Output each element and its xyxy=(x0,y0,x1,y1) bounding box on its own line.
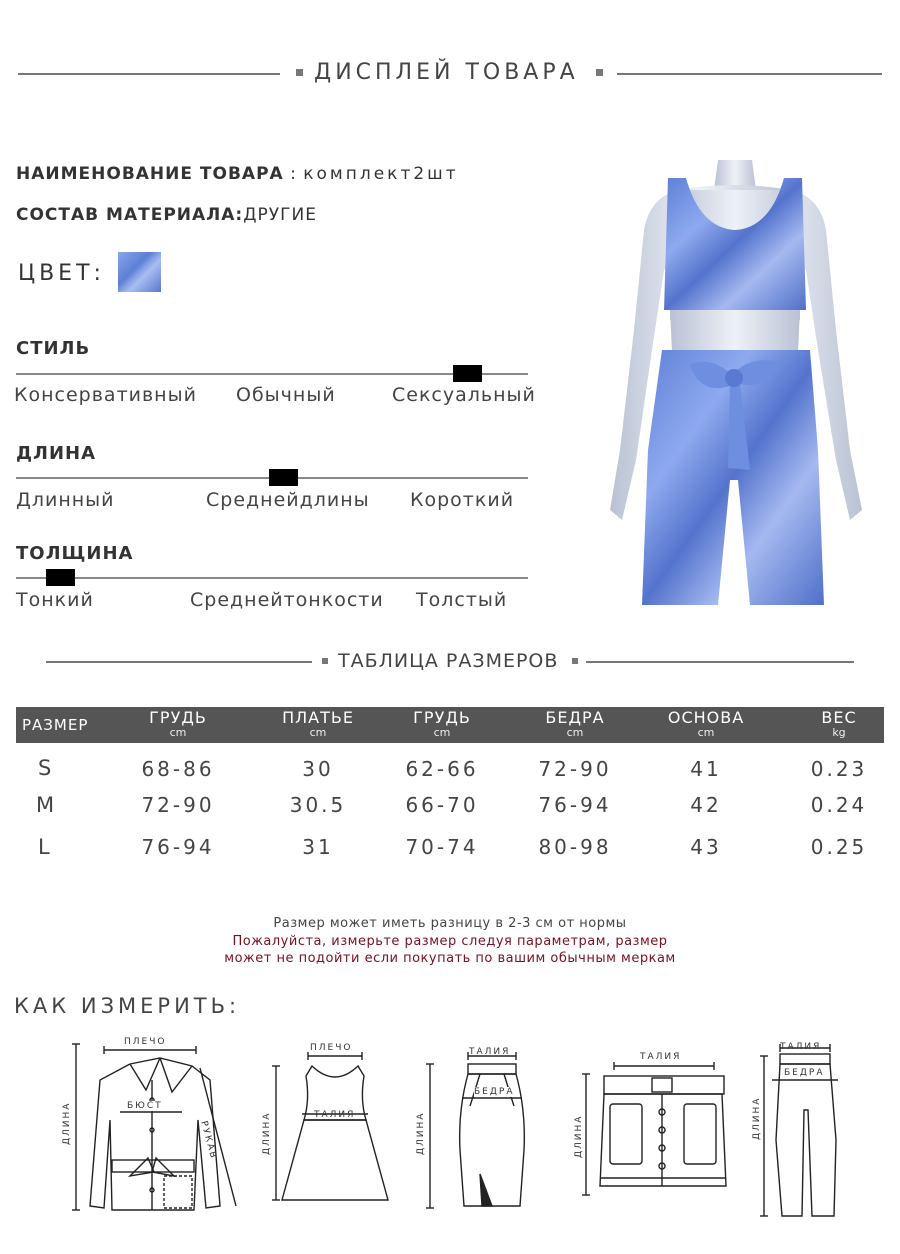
separator: : xyxy=(283,164,304,184)
skirt-waist-label: ТАЛИЯ xyxy=(469,1047,511,1057)
pants-waist-label: ТАЛИЯ xyxy=(780,1042,822,1052)
row-l-col-5: 0.25 xyxy=(810,835,868,859)
size-table-title: ТАБЛИЦА РАЗМЕРОВ xyxy=(338,650,559,672)
header-unit: cm xyxy=(433,726,451,739)
thickness-label-thin: Тонкий xyxy=(16,589,94,611)
thickness-label-thick: Толстый xyxy=(416,589,508,611)
skirt-length-label: ДЛИНА xyxy=(416,1111,426,1155)
row-m-col-2: 66-70 xyxy=(405,793,479,817)
header-col-5 xyxy=(779,709,899,739)
header-label: ВЕС xyxy=(821,708,857,727)
row-l-col-0: 76-94 xyxy=(141,835,215,859)
table-title-dot-right xyxy=(572,658,578,664)
note-size-difference: Размер может иметь разницу в 2-3 см от нормы xyxy=(273,916,627,931)
row-l-col-4: 43 xyxy=(690,835,722,859)
row-m-col-1: 30.5 xyxy=(289,793,347,817)
pants-hips-label: БЕДРА xyxy=(784,1068,825,1078)
product-name-label: НАИМЕНОВАНИЕ ТОВАРА xyxy=(16,164,284,184)
header-col-4 xyxy=(646,709,766,739)
mannequin-midriff xyxy=(670,310,800,352)
jacket-diagram xyxy=(60,1040,250,1220)
bow-knot xyxy=(725,369,743,387)
row-s-col-5: 0.23 xyxy=(810,757,868,781)
row-l-size: L xyxy=(38,835,50,859)
style-label-conservative: Консервативный xyxy=(14,384,197,406)
jacket-length-label: ДЛИНА xyxy=(62,1101,72,1145)
row-s-col-2: 62-66 xyxy=(405,757,479,781)
row-s-col-3: 72-90 xyxy=(538,757,612,781)
color-swatch xyxy=(118,252,161,292)
shorts-length-label: ДЛИНА xyxy=(574,1114,584,1158)
material-row xyxy=(16,205,317,225)
row-m-col-3: 76-94 xyxy=(538,793,612,817)
dress-shoulder-label: ПЛЕЧО xyxy=(310,1043,353,1053)
shorts-diagram xyxy=(578,1060,738,1205)
thickness-scale-marker xyxy=(46,569,75,586)
style-scale-line xyxy=(16,373,528,375)
material-label: СОСТАВ МАТЕРИАЛА: xyxy=(16,205,244,225)
dress-waist-label: ТАЛИЯ xyxy=(314,1110,356,1120)
material-value: ДРУГИЕ xyxy=(243,205,317,225)
length-label-long: Длинный xyxy=(16,489,115,511)
page-title: ДИСПЛЕЙ ТОВАРА xyxy=(314,60,579,85)
table-title-line-right xyxy=(586,661,854,663)
header-label: ОСНОВА xyxy=(667,708,745,727)
row-s-col-4: 41 xyxy=(690,757,722,781)
thickness-title: ТОЛЩИНА xyxy=(16,543,134,564)
row-l-col-3: 80-98 xyxy=(538,835,612,859)
dress-length-label: ДЛИНА xyxy=(262,1111,272,1155)
product-name-row xyxy=(16,164,459,184)
header-unit: cm xyxy=(566,726,584,739)
header-size: РАЗМЕР xyxy=(22,716,89,734)
header-line-right xyxy=(617,73,882,75)
thickness-label-medium: Среднейтонкости xyxy=(190,589,384,611)
header-col-3 xyxy=(515,709,635,739)
style-title: СТИЛЬ xyxy=(16,338,91,359)
header-line-left xyxy=(18,73,280,75)
header-col-0 xyxy=(118,709,238,739)
jacket-sleeve-label: РУКАВ xyxy=(198,1120,219,1161)
header-dot-left xyxy=(296,69,303,76)
product-name-value: комплект2шт xyxy=(303,164,459,184)
shorts-waist-label: ТАЛИЯ xyxy=(640,1052,682,1062)
thickness-scale-line xyxy=(16,577,528,579)
length-label-short: Короткий xyxy=(410,489,515,511)
header-unit: cm xyxy=(309,726,327,739)
style-label-regular: Обычный xyxy=(236,384,336,406)
header-unit: cm xyxy=(697,726,715,739)
jacket-shoulder-label: ПЛЕЧО xyxy=(124,1037,167,1047)
length-label-medium: Среднейдлины xyxy=(206,489,370,511)
note-measure-warning-1: Пожалуйста, измерьте размер следуя параметрам, размер xyxy=(232,934,668,949)
header-label: ГРУДЬ xyxy=(413,708,471,727)
row-s-col-1: 30 xyxy=(302,757,334,781)
skirt-diagram xyxy=(420,1050,540,1215)
dress-diagram xyxy=(268,1050,398,1210)
style-label-sexy: Сексуальный xyxy=(392,384,536,406)
header-label: ГРУДЬ xyxy=(149,708,207,727)
skirt-hips-label: БЕДРА xyxy=(474,1087,515,1097)
note-measure-warning-2: может не подойти если покупать по вашим обычным меркам xyxy=(224,951,676,966)
length-title: ДЛИНА xyxy=(16,443,97,464)
row-s-size: S xyxy=(38,756,52,780)
row-m-col-5: 0.24 xyxy=(810,793,868,817)
row-m-col-0: 72-90 xyxy=(141,793,215,817)
header-col-2 xyxy=(382,709,502,739)
how-to-measure-title: КАК ИЗМЕРИТЬ: xyxy=(14,994,241,1018)
header-label: БЕДРА xyxy=(545,708,605,727)
color-label: ЦВЕТ: xyxy=(18,261,105,286)
table-title-dot-left xyxy=(322,658,328,664)
style-scale-marker xyxy=(453,365,482,382)
row-m-size: M xyxy=(36,793,55,817)
row-s-col-0: 68-86 xyxy=(141,757,215,781)
row-m-col-4: 42 xyxy=(690,793,722,817)
jacket-bust-label: БЮСТ xyxy=(127,1101,163,1111)
length-scale-marker xyxy=(269,469,298,486)
pants-length-label: ДЛИНА xyxy=(752,1096,762,1140)
table-title-line-left xyxy=(46,661,312,663)
header-unit: kg xyxy=(832,726,846,739)
product-photo xyxy=(600,150,870,610)
header-label: ПЛАТЬЕ xyxy=(282,708,354,727)
header-dot-right xyxy=(596,69,603,76)
header-unit: cm xyxy=(169,726,187,739)
row-l-col-1: 31 xyxy=(302,835,334,859)
row-l-col-2: 70-74 xyxy=(405,835,479,859)
size-table-header xyxy=(16,707,884,743)
header-col-1 xyxy=(258,709,378,739)
